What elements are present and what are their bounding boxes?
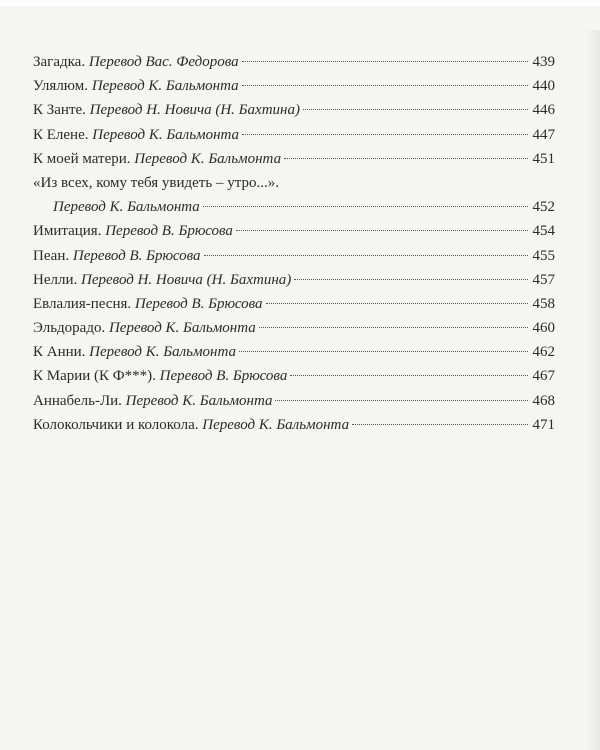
toc-entry-title: Колокольчики и колокола.: [33, 416, 203, 433]
page-fold-shadow: [585, 30, 600, 750]
toc-entry-page-number: 460: [532, 320, 555, 337]
dot-leader: [204, 255, 528, 256]
toc-entry: [33, 98, 555, 122]
toc-entry-translator: Перевод Н. Новича (Н. Бахтина): [81, 271, 292, 288]
toc-entry-title: Пеан.: [33, 247, 73, 264]
toc-entry: [33, 244, 555, 268]
toc-entry-page-number: 457: [532, 271, 555, 288]
toc-entry-title: К Елене.: [33, 126, 93, 143]
toc-entry: [33, 147, 555, 171]
dot-leader: [284, 158, 528, 159]
toc-entry: [33, 389, 555, 413]
toc-entry-title: Улялюм.: [33, 78, 92, 95]
toc-entry: [33, 50, 555, 74]
toc-entry-translator: Перевод К. Бальмонта: [125, 392, 273, 409]
dot-leader: [242, 61, 528, 62]
toc-entry-translator: Перевод К. Бальмонта: [89, 344, 236, 361]
toc-entry-continuation: [33, 195, 555, 219]
dot-leader: [239, 351, 528, 352]
toc-entry-title: Эльдорадо.: [33, 320, 109, 337]
toc-entry: [33, 364, 555, 388]
toc-entry-page-number: 454: [532, 223, 555, 240]
toc-entry-title: «Из всех, кому тебя увидеть – утро...».: [33, 174, 279, 191]
toc-entry: [33, 171, 555, 195]
toc-entry: [33, 292, 555, 316]
dot-leader: [259, 327, 528, 328]
toc-entry: [33, 316, 555, 340]
toc-entry-title: Загадка.: [33, 54, 89, 70]
dot-leader: [266, 303, 528, 304]
toc-entry-title: Евлалия-песня.: [33, 295, 135, 312]
toc-entry-translator: Перевод К. Бальмонта: [92, 126, 240, 143]
toc-entry-title: Нелли.: [33, 271, 81, 288]
toc-entry-translator: Перевод Н. Новича (Н. Бахтина): [89, 102, 300, 119]
toc-entry-page-number: 455: [532, 247, 555, 264]
toc-entry-title: К моей матери.: [33, 150, 135, 167]
toc-entry-page-number: 467: [532, 368, 555, 385]
toc-entry-translator: Перевод Вас. Федорова: [88, 54, 239, 70]
toc-entry-title: К Марии (К Ф***).: [33, 368, 160, 385]
toc-entry: [33, 219, 555, 243]
toc-entry-title: Имитация.: [33, 223, 106, 240]
toc-entry-page-number: 446: [532, 102, 555, 119]
toc-entry-translator: Перевод В. Брюсова: [159, 368, 288, 385]
toc-entry-title: К Анни.: [33, 344, 90, 361]
toc-entry-page-number: 451: [532, 150, 555, 167]
toc-entry-translator: Перевод К. Бальмонта: [202, 416, 350, 433]
toc-entry: [33, 340, 555, 364]
dot-leader: [242, 85, 528, 86]
toc-entry: [33, 123, 555, 147]
toc-entry-translator: Перевод К. Бальмонта: [108, 320, 256, 337]
toc-entry-translator: Перевод К. Бальмонта: [91, 78, 239, 95]
toc-entry-translator: Перевод В. Брюсова: [134, 295, 263, 312]
dot-leader: [236, 230, 528, 231]
dot-leader: [352, 424, 528, 425]
toc-entry-page-number: 462: [532, 344, 555, 361]
page-top-edge: [0, 0, 600, 6]
dot-leader: [242, 134, 528, 135]
dot-leader: [203, 206, 528, 207]
toc-entry-translator: Перевод В. Брюсова: [105, 223, 233, 240]
dot-leader: [294, 279, 528, 280]
dot-leader: [290, 375, 528, 376]
dot-leader: [275, 400, 528, 401]
toc-entry-page-number: 440: [532, 78, 555, 95]
toc-entry-title: К Занте.: [33, 102, 90, 119]
toc-entry: [33, 413, 555, 437]
toc-entry: [33, 74, 555, 98]
toc-entry-page-number: 468: [532, 392, 555, 409]
toc-entry-page-number: 458: [532, 295, 555, 312]
toc-entry-page-number: 471: [532, 416, 555, 433]
toc-entry-title: Аннабель-Ли.: [33, 392, 126, 409]
dot-leader: [303, 109, 528, 110]
toc-entry-translator: Перевод К. Бальмонта: [53, 199, 200, 216]
table-of-contents: [33, 50, 555, 437]
toc-entry-translator: Перевод К. Бальмонта: [134, 150, 282, 167]
toc-entry-translator: Перевод В. Брюсова: [72, 247, 201, 264]
toc-entry-page-number: 447: [532, 126, 555, 143]
toc-entry-page-number: 452: [532, 199, 555, 216]
toc-entry: [33, 268, 555, 292]
toc-entry-page-number: 439: [532, 54, 555, 70]
